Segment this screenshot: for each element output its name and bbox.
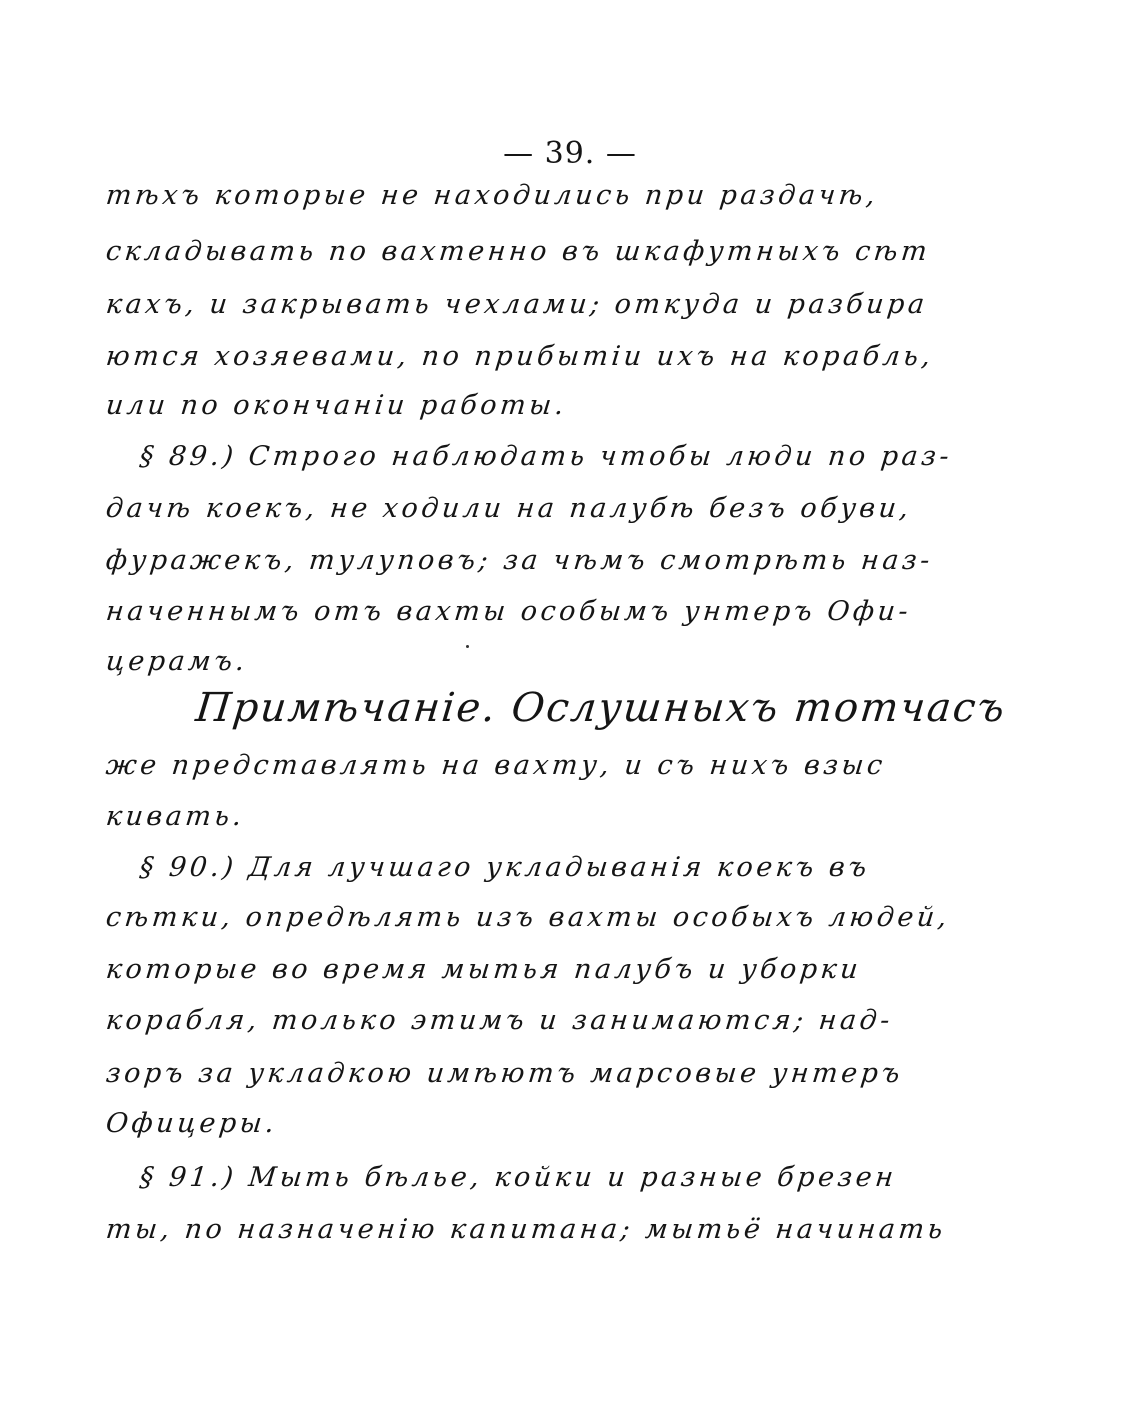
- text-line: же представлять на вахту, и съ нихъ взыс: [104, 750, 888, 781]
- text-line: Офицеры.: [104, 1108, 280, 1139]
- section-89-line: § 89.) Строго наблюдать чтобы люди по раз-: [138, 441, 954, 472]
- text-line: сѣтки, опредѣлять изъ вахты особыхъ людей,: [104, 902, 952, 933]
- text-line: тѣхъ которые не находились при раздачѣ,: [104, 180, 880, 211]
- text-line: кивать.: [104, 801, 247, 832]
- text-line: дачѣ коекъ, не ходили на палубѣ безъ обуви,: [104, 493, 914, 524]
- ink-speck: [466, 645, 469, 648]
- text-line: фуражекъ, тулуповъ; за чѣмъ смотрѣть наз-: [104, 545, 935, 576]
- text-line: кахъ, и закрывать чехлами; откуда и разбира: [104, 289, 930, 320]
- text-line: ты, по назначенію капитана; мытьё начинать: [104, 1214, 948, 1245]
- text-line: церамъ.: [104, 646, 250, 677]
- text-line: складывать по вахтенно въ шкафутныхъ сѣт: [104, 236, 932, 267]
- page-number: — 39. —: [503, 136, 637, 171]
- text-line: зоръ за укладкою имѣютъ марсовые унтеръ: [104, 1058, 905, 1089]
- text-line: наченнымъ отъ вахты особымъ унтеръ Офи-: [104, 596, 913, 627]
- text-line: корабля, только этимъ и занимаются; над-: [104, 1005, 895, 1036]
- text-line: или по окончаніи работы.: [104, 390, 569, 421]
- section-91-line: § 91.) Мыть бѣлье, койки и разные брезен: [138, 1162, 899, 1193]
- section-90-line: § 90.) Для лучшаго укладыванія коекъ въ: [138, 852, 872, 883]
- text-line: которые во время мытья палубъ и уборки: [104, 954, 863, 985]
- note-heading-line: Примѣчаніе. Ослушныхъ тотчасъ: [193, 685, 1009, 731]
- text-line: ются хозяевами, по прибытіи ихъ на корабль,: [104, 341, 936, 372]
